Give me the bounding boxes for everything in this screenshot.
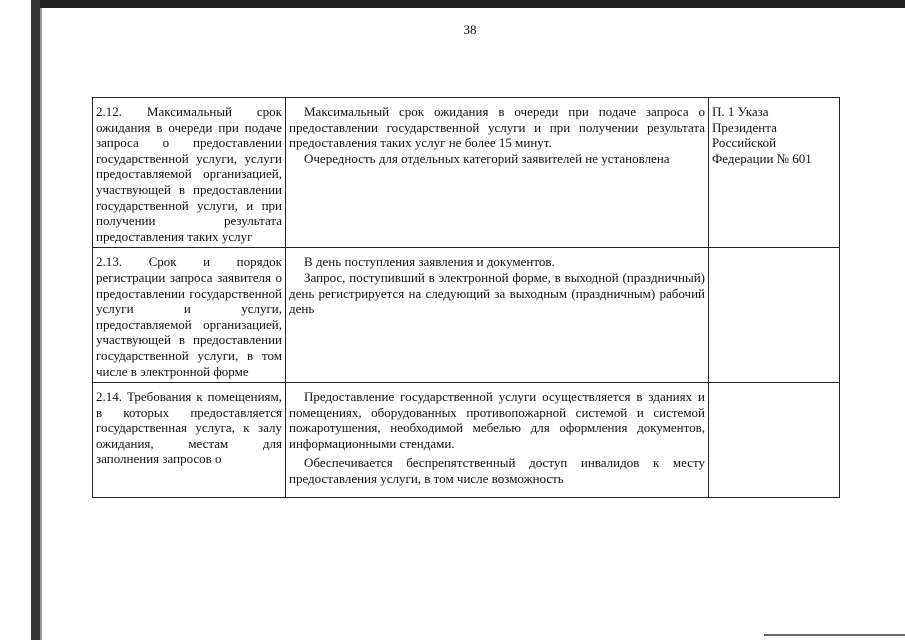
content-paragraph: Обеспечивается беспрепятственный доступ инвалидов к месту предоставления услуги, в том числе возможность [289,455,705,487]
table-row [93,248,840,383]
requirement-name-cell [93,383,286,498]
content-paragraph: Запрос, поступивший в электронной форме, в выходной (праздничный) день регистрируется на следующий за выходным (праздничным) рабочий день [289,269,705,317]
requirement-name-cell [93,98,286,248]
content-paragraph: Предоставление государственной услуги осуществляется в зданиях и помещениях, оборудованных противопожарной системой и системой пожаротушения, необходимой мебелью для оформления документов, информационными стендами. [289,389,705,451]
scan-border-top [31,0,905,8]
scan-border-left [31,0,40,640]
content-paragraph: В день поступления заявления и документов. [304,254,555,270]
requirement-content-cell [286,248,709,383]
legal-basis-cell [709,98,840,248]
content-paragraph: Максимальный срок ожидания в очереди при подаче запроса о предоставлении государственной услуги и при получении результата предоставления таких услуг не более 15 минут. [289,104,705,151]
requirement-name-cell [93,248,286,383]
requirement-name: 2.14. Требования к помещениям, в которых предоставляется государственная услуга, к залу ожидания, местам для заполнения запросов о [96,389,282,467]
scan-border-left-shadow [40,8,42,640]
regulation-table [92,97,840,498]
requirement-name: 2.12. Максимальный срок ожидания в очереди при подаче запроса о предоставлении государственной услуги, услуги предоставляемой организацией, участвующей в предоставлении государственной услуги, и при получении результата предоставления таких услуг [96,104,282,244]
content-paragraph: Очередность для отдельных категорий заявителей не установлена [304,150,670,166]
legal-basis-cell [709,383,840,498]
table-row [93,383,840,498]
legal-basis-cell [709,248,840,383]
requirement-content-cell [286,98,709,248]
table-row [93,98,840,248]
requirement-content-cell [286,383,709,498]
requirement-name: 2.13. Срок и порядок регистрации запроса заявителя о предоставлении государственной услуги и услуги, предоставляемой организацией, участвующей в предоставлении государственной услуги, в том числе в электронной форме [96,254,282,379]
page-number: 38 [463,22,477,37]
scan-border-bottom [764,634,905,636]
legal-basis: П. 1 Указа Президента Российской Федерации № 601 [712,104,812,166]
